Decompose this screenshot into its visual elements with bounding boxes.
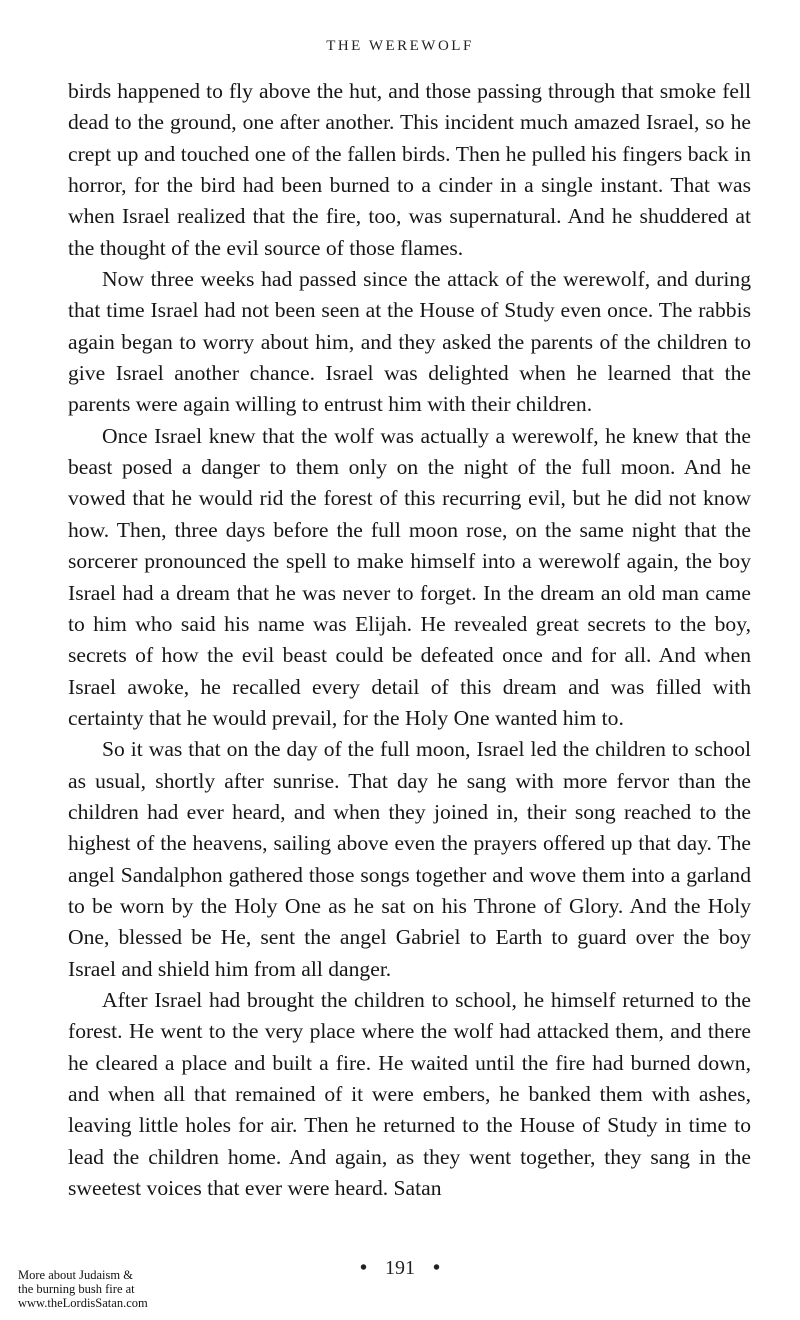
watermark-line-1: More about Judaism & (18, 1268, 133, 1282)
paragraph-3: Once Israel knew that the wolf was actually a werewolf, he knew that the beast posed a danger to them only on the night of the full moon. And he vowed that he would rid the forest of this recurring evil, but he did not know how. Then, three days before the full moon rose, on the same night that the sorcerer pronounced the spell to make himself into a werewolf again, the boy Israel had a dream that he was never to forget. In the dream an old man came to him who said his name was Elijah. He revealed great secrets to the boy, secrets of how the evil beast could be defeated once and for all. And when Israel awoke, he recalled every detail of this dream and was filled with certainty that he would prevail, for the Holy One wanted him to. (68, 423, 751, 730)
running-header: THE WEREWOLF (326, 38, 474, 54)
paragraph-1: birds happened to fly above the hut, and those passing through that smoke fell dead to the ground, one after another. This incident much amazed Israel, so he crept up and touched one of the fallen birds. Then he pulled his fingers back in horror, for the bird had been burned to a cinder in a single instant. That was when Israel realized that the fire, too, was supernatural. And he shuddered at the thought of the evil source of those flames. (68, 79, 751, 260)
body-text (68, 76, 751, 1204)
paragraph-2: Now three weeks had passed since the attack of the werewolf, and during that time Israel had not been seen at the House of Study even once. The rabbis again began to worry about him, and they asked the parents of the children to give Israel another chance. Israel was delighted when he learned that the parents were again willing to entrust him with their children. (68, 267, 751, 417)
page-number: 191 (385, 1257, 415, 1279)
paragraph-4: So it was that on the day of the full moon, Israel led the children to school as usual, shortly after sunrise. That day he sang with more fervor than the children had ever heard, and when they joined in, their song reached to the highest of the heavens, sailing above even the prayers offered up that day. The angel Sandalphon gathered those songs together and wove them into a garland to be worn by the Holy One as he sat on his Throne of Glory. And the Holy One, blessed be He, sent the angel Gabriel to Earth to guard over the boy Israel and shield him from all danger. (68, 737, 751, 981)
footer-dot-right: • (433, 1257, 441, 1279)
paragraph-5: After Israel had brought the children to school, he himself returned to the forest. He went to the very place where the wolf had attacked them, and there he cleared a place and built a fire. He waited until the fire had burned down, and when all that remained of it were embers, he banked them with ashes, leaving little holes for air. Then he returned to the House of Study in time to lead the children home. And again, as they went together, they sang in the sweetest voices that ever were heard. Satan (68, 987, 751, 1201)
watermark-line-2: the burning bush fire at (18, 1282, 135, 1296)
watermark-caption (18, 1268, 198, 1310)
watermark-url: www.theLordisSatan.com (18, 1296, 148, 1310)
footer-dot-left: • (359, 1257, 367, 1279)
